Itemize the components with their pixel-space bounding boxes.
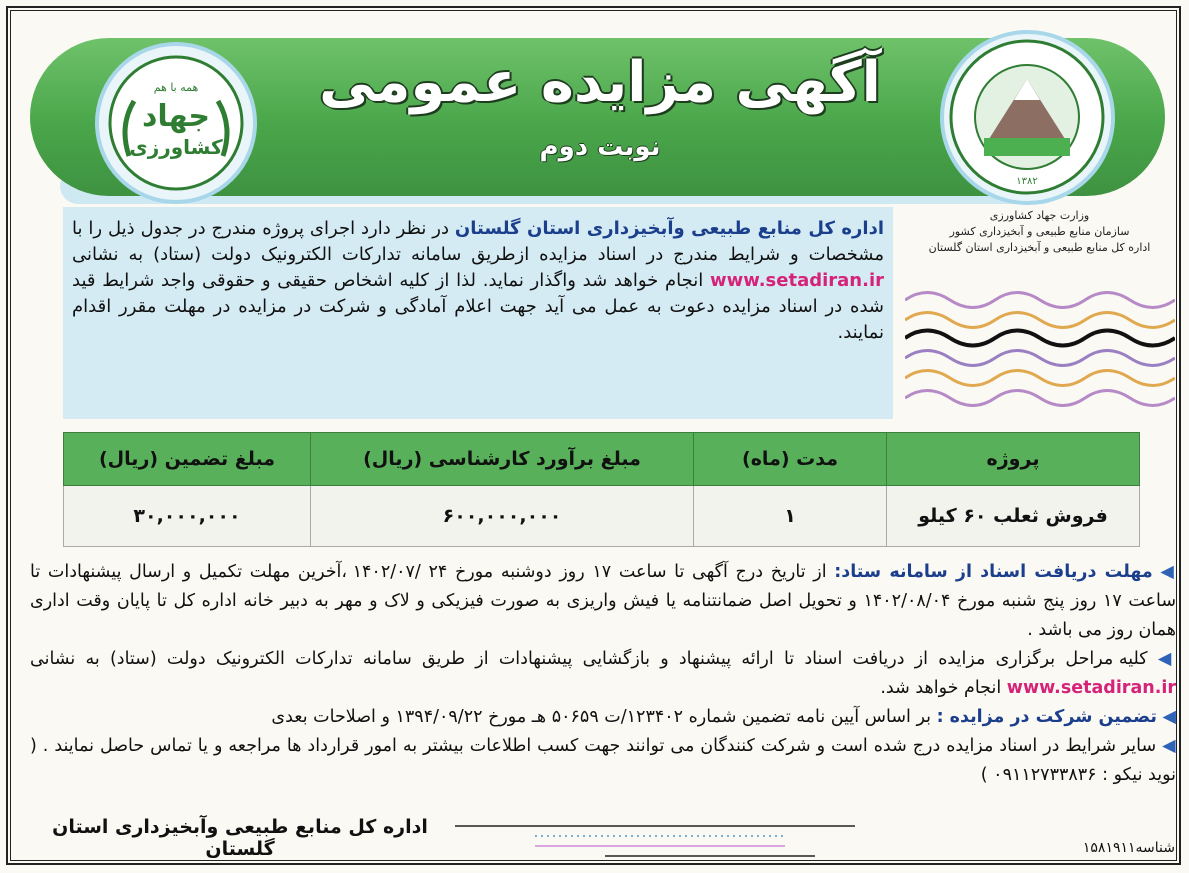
jahad-keshavarzi-logo xyxy=(95,42,257,204)
other-conditions-paragraph xyxy=(30,732,1176,790)
natural-resources-logo xyxy=(940,30,1115,205)
page-subtitle: نوبت دوم xyxy=(539,132,661,162)
deadline-paragraph xyxy=(30,558,1176,645)
guarantee-paragraph xyxy=(30,703,1176,732)
intro-text-2: انجام خواهد شد وا‌گذار نماید. لذا از کلیه اشخاص حقیقی و حقوقی واجد شرایط قید شده در اسناد مزایده دعوت به عمل می آید جهت اعلام آمادگی و شرکت در مزایده در مهلت مقرر اقدام نمایند. xyxy=(72,270,884,343)
intro-text-1: در نظر دارد اجرای پروژه مندرج در جدول ذیل را با مشخصات و شرایط مندرج در اسناد مزایده ازطریق سامانه تدارکات الکترونیک دولت (ستاد) به نشانی xyxy=(72,218,884,265)
logo-word-keshavarzi: کشاورزی xyxy=(129,135,223,159)
header-duration: مدت (ماه) xyxy=(694,433,887,486)
cell-project: فروش ثعلب ۶۰ کیلو xyxy=(887,486,1140,547)
cell-estimate: ۶۰۰,۰۰۰,۰۰۰ xyxy=(311,486,694,547)
conditions-body xyxy=(30,558,1176,790)
notice-id-label: شناسه xyxy=(1135,840,1175,856)
header-project: پروژه xyxy=(887,433,1140,486)
org-line-3: اداره کل منابع طبیعی و آبخیزداری استان گلستان xyxy=(928,241,1151,254)
notice-id-value: ۱۵۸۱۹۱۱ xyxy=(1082,840,1136,856)
intro-org-name: اداره کل منابع طبیعی وآبخیزداری استان گلستان xyxy=(454,218,884,239)
intro-url-link[interactable]: www.setadiran.ir xyxy=(709,270,884,291)
mountain-emblem-icon xyxy=(944,34,1111,201)
logo-small: همه با هم xyxy=(153,81,199,94)
bullet-icon: ◀ xyxy=(1162,736,1176,756)
bullet-icon: ◀ xyxy=(1162,707,1176,727)
header-estimate: مبلغ برآورد کارشناسی (ریال) xyxy=(311,433,694,486)
logo-year: ۱۳۸۲ xyxy=(1016,176,1038,187)
bullet-icon: ◀ xyxy=(1160,562,1176,582)
footer-signature: اداره کل منابع طبیعی وآبخیزداری استان گلستان xyxy=(52,816,428,860)
deadline-text: از تاریخ درج آگهی تا ساعت ۱۷ روز دوشنبه مورخ ۲۴ /۱۴۰۲/۰۷ ،آخرین مهلت تکمیل و ارسال پیشنهادات تا ساعت ۱۷ روز پنج شنبه مورخ ۱۴۰۲/۰۸/۰۴ و تحویل اصل ضمانتنامه یا فیش واریزی به صورت فیزیکی و لاک و مهر به دبیر خانه اداره کل تا پایان وقت اداری همان روز می باشد . xyxy=(30,562,1177,640)
jahad-logo-icon xyxy=(99,46,253,200)
process-url-link[interactable]: www.setadiran.ir xyxy=(1006,678,1176,698)
other-conditions-text: سایر شرایط در اسناد مزایده درج شده است و شرکت کنندگان می توانند جهت کسب اطلاعات بیشتر به امور قرارداد ها مراجعه و یا تماس حاصل نمایند . ( نوید نیکو : ۰۹۱۱۲۷۳۳۸۳۶ ) xyxy=(30,736,1176,785)
bullet-icon: ◀ xyxy=(1157,649,1176,669)
deadline-label: مهلت دریافت اسناد از سامانه ستاد: xyxy=(834,562,1153,582)
decorative-waves xyxy=(905,280,1175,420)
logo-word-jahad: جهاد xyxy=(141,99,211,134)
footer-decoration xyxy=(455,822,855,862)
guarantee-text: بر اساس آیین نامه تضمین شماره ۱۲۳۴۰۲/ت ۵۰۶۵۹ هـ مورخ ۱۳۹۴/۰۹/۲۲ و اصلاحات بعدی xyxy=(271,707,931,727)
page-title: آگهی مزایده عمومی xyxy=(319,50,881,115)
table-header-row xyxy=(64,433,1140,486)
organization-block xyxy=(912,208,1167,256)
org-line-2: سازمان منابع طبیعی و آبخیزداری کشور xyxy=(949,225,1130,238)
intro-paragraph xyxy=(72,216,884,346)
org-line-1: وزارت جهاد کشاورزی xyxy=(989,209,1090,222)
process-text: کلیه مراحل برگزاری مزایده از دریافت اسناد تا ارائه پیشنهاد و بازگشایی پیشنهادات از طریق سامانه تدارکات الکترونیک دولت (ستاد) به نشانی xyxy=(30,649,1148,669)
cell-guarantee: ۳۰,۰۰۰,۰۰۰ xyxy=(64,486,311,547)
guarantee-label: تضمین شرکت در مزایده : xyxy=(936,707,1157,727)
notice-id xyxy=(1040,840,1175,856)
process-paragraph xyxy=(30,645,1176,703)
table-row xyxy=(64,486,1140,547)
cell-duration: ۱ xyxy=(694,486,887,547)
process-end: انجام خواهد شد. xyxy=(880,678,1002,698)
auction-table xyxy=(63,432,1140,547)
header-guarantee: مبلغ تضمین (ریال) xyxy=(64,433,311,486)
